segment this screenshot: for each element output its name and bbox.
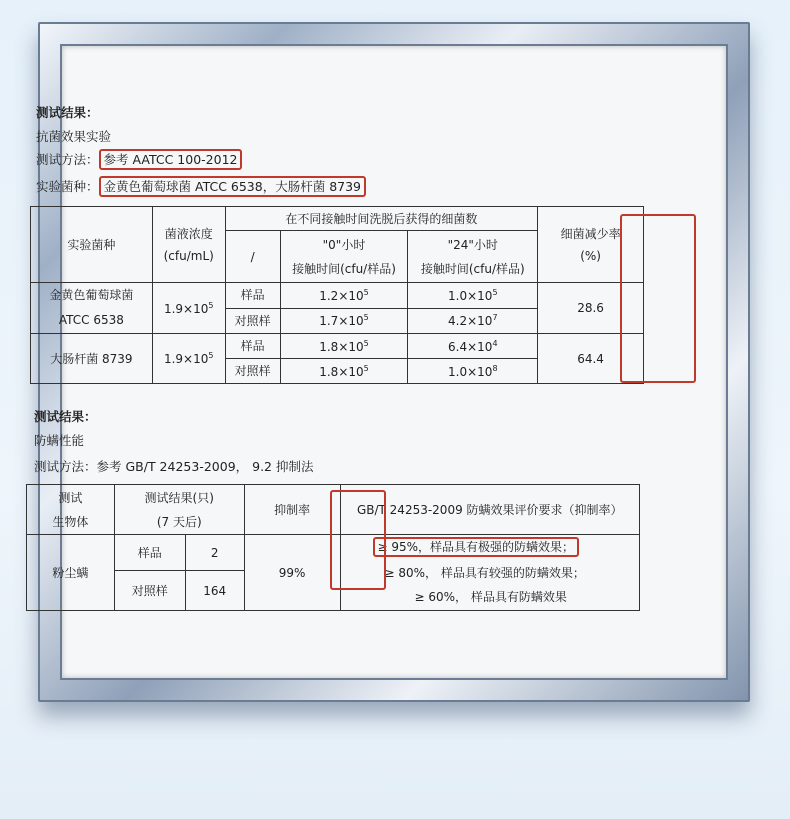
- header-organism: 测试 生物体: [27, 485, 115, 535]
- section1-strain: [36, 181, 366, 194]
- row1-control-24h: $4.2\times 10^7$: [408, 308, 538, 334]
- sample-value: 2: [185, 535, 244, 571]
- row1-sample-0h: $1.2\times 10^5$: [280, 283, 408, 309]
- inhibition-rate: 99%: [244, 535, 340, 611]
- header-0h: "0"小时 接触时间(cfu/样品): [280, 231, 408, 283]
- header-wash-count: 在不同接触时间洗脱后获得的细菌数: [225, 207, 537, 231]
- section2-subtitle: 防螨性能: [34, 433, 85, 448]
- row2-sample-label: 样品: [225, 334, 280, 359]
- header-inhibition-rate: 抑制率: [244, 485, 340, 535]
- section2-method: 测试方法：参考 GB/T 24253-2009， 9.2 抑制法: [34, 459, 314, 474]
- header-concentration: 菌液浓度 (cfu/mL): [152, 207, 225, 283]
- row1-sample-24h: $1.0\times 10^5$: [408, 283, 538, 309]
- section1-subtitle: 抗菌效果实验: [36, 129, 112, 144]
- method-label: 测试方法：: [36, 152, 99, 167]
- section1-heading: 测试结果：: [36, 105, 99, 120]
- criteria-95: ≥ 95%，样品具有极强的防螨效果；: [373, 537, 580, 557]
- method-value-highlight: 参考 AATCC 100-2012: [99, 149, 243, 170]
- row1-concentration: $1.9\times 10^5$: [152, 283, 225, 334]
- row2-strain: 大肠杆菌 8739: [31, 334, 153, 384]
- table-row: [31, 334, 644, 359]
- header-strain: 实验菌种: [31, 207, 153, 283]
- reduction-rate-highlight: [620, 214, 696, 383]
- row1-control-label: 对照样: [225, 308, 280, 334]
- antibacterial-table: [30, 206, 644, 384]
- header-standard: GB/T 24253-2009 防螨效果评价要求（抑制率）: [340, 485, 640, 535]
- row1-control-0h: $1.7\times 10^5$: [280, 308, 408, 334]
- header-slash: /: [225, 231, 280, 283]
- row2-control-0h: $1.8\times 10^5$: [280, 359, 408, 384]
- strain-value-highlight: 金黄色葡萄球菌 ATCC 6538，大肠杆菌 8739: [99, 176, 366, 197]
- row2-control-label: 对照样: [225, 359, 280, 384]
- row1-sample-label: 样品: [225, 283, 280, 309]
- inhibition-rate-highlight: [330, 490, 386, 590]
- table-row: [31, 283, 644, 309]
- row2-sample-0h: $1.8\times 10^5$: [280, 334, 408, 359]
- section2-heading: 测试结果：: [34, 409, 97, 424]
- control-label: 对照样: [114, 571, 185, 611]
- organism: 粉尘螨: [27, 535, 115, 611]
- header-result: 测试结果(只) (7 天后): [114, 485, 244, 535]
- row1-strain: 金黄色葡萄球菌 ATCC 6538: [31, 283, 153, 334]
- header-reduction-rate: 细菌减少率 (%): [538, 207, 644, 283]
- sample-label: 样品: [114, 535, 185, 571]
- header-24h: "24"小时 接触时间(cfu/样品): [408, 231, 538, 283]
- row2-rate: 64.4: [538, 334, 644, 384]
- strain-label: 实验菌种：: [36, 179, 99, 194]
- row2-control-24h: $1.0\times 10^8$: [408, 359, 538, 384]
- control-value: 164: [185, 571, 244, 611]
- row1-rate: 28.6: [538, 283, 644, 334]
- criteria-60: ≥ 60%， 样品具有防螨效果: [414, 590, 567, 604]
- criteria-80: ≥ 80%， 样品具有较强的防螨效果；: [384, 566, 585, 580]
- section1-method: [36, 154, 242, 167]
- row2-sample-24h: $6.4\times 10^4$: [408, 334, 538, 359]
- row2-concentration: $1.9\times 10^5$: [152, 334, 225, 384]
